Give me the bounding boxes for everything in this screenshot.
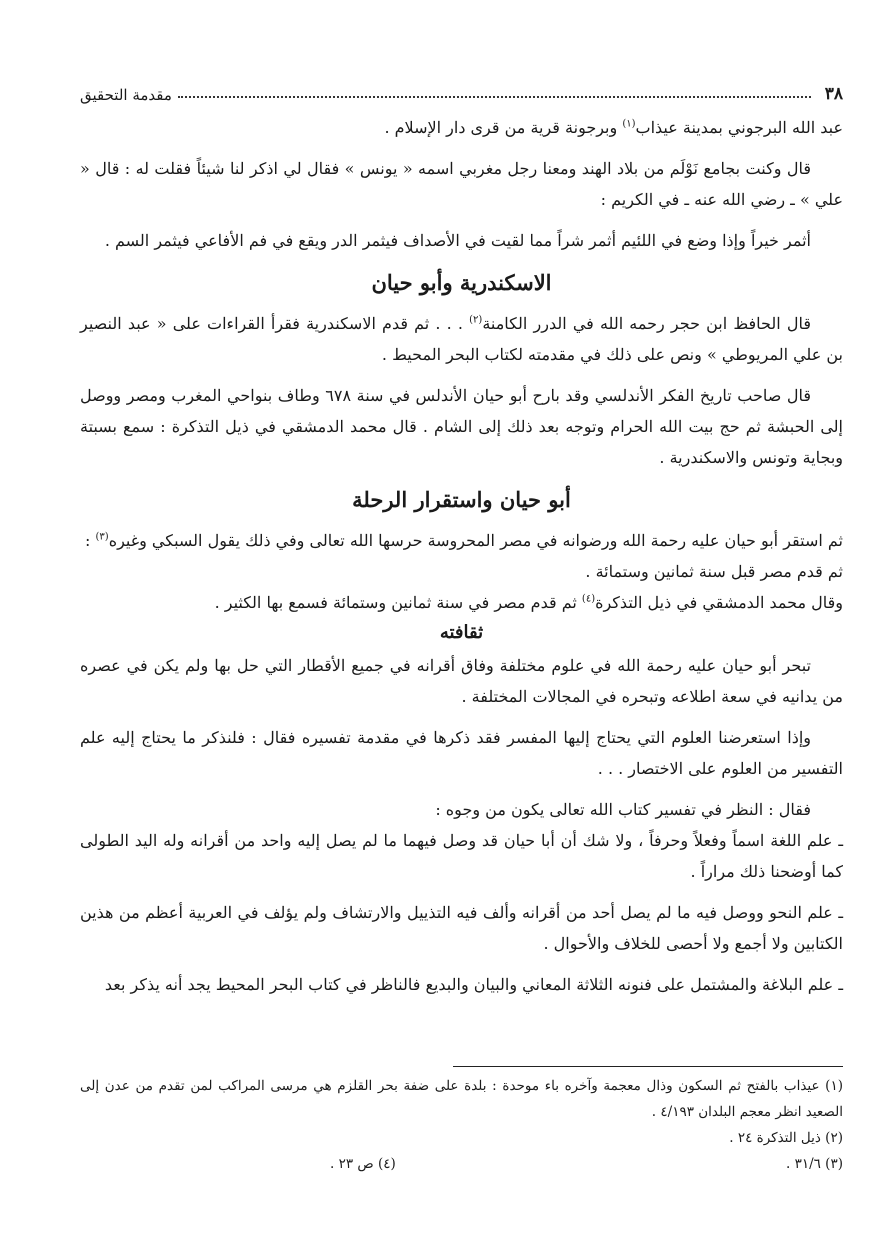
header-leader-dots (178, 95, 811, 98)
footnote-ref[interactable]: (٣) (95, 531, 109, 543)
footnote-ref[interactable]: (٤) (581, 593, 596, 605)
footnote-ref[interactable]: (٢) (469, 314, 483, 326)
list-item: ـ علم اللغة اسماً وفعلاً وحرفاً ، ولا شك أن أبا حيان قد وصل فيهما ما لم يصل إليه واحد من أقرانه وله اليد الطولى كما أوضحنا ذلك مراراً . (80, 831, 843, 881)
paragraph: قال وكنت بجامع نَوْلَم من بلاد الهند ومعنا رجل مغربي اسمه « يونس » فقال لي اذكر لنا شيئاً فقلت له : قال « علي » ـ رضي الله عنه ـ في الكريم : (80, 159, 843, 209)
quoted-line: ثم قدم مصر قبل سنة ثمانين وستمائة . (585, 562, 843, 581)
paragraph: أثمر خيراً وإذا وضع في اللئيم أثمر شراً مما لقيت في الأصداف فيثمر الدر ويقع في فم الأفاعي فيثمر السم . (104, 231, 811, 250)
paragraph: فقال : النظر في تفسير كتاب الله تعالى يكون من وجوه : (435, 800, 811, 819)
paragraph: عبد الله البرجوني بمدينة عيذاب$^{(١)}$ وبرجونة قرية من قرى دار الإسلام . (384, 118, 843, 137)
footnote: (١) عيذاب بالفتح ثم السكون وذال معجمة وآخره باء موحدة : بلدة على ضفة بحر القلزم هي مرسى المراكب لمن تقدم من عدن إلى الصعيد انظر معجم البلدان ٤/١٩٣ . (80, 1078, 843, 1120)
section-heading: الاسكندرية وأبو حيان (371, 270, 552, 295)
paragraph: قال صاحب تاريخ الفكر الأندلسي وقد بارح أبو حيان الأندلس في سنة ٦٧٨ وطاف بنواحي المغرب ومصر ووصل إلى الحبشة ثم حج بيت الله الحرام وتوجه بعد ذلك إلى الشام . قال محمد الدمشقي في ذيل التذكرة : سمع بسبتة وبجاية وتونس والاسكندرية . (80, 386, 843, 467)
footnote: (٢) ذيل التذكرة ٢٤ . (729, 1130, 843, 1146)
running-header (80, 68, 843, 104)
quoted-line: وقال محمد الدمشقي في ذيل التذكرة$^{(٤)}$ ثم قدم مصر في سنة ثمانين وستمائة فسمع بها الكثير . (214, 593, 843, 612)
footnote: (٤) ص ٢٣ . (330, 1156, 396, 1172)
list-item: ـ علم النحو ووصل فيه ما لم يصل أحد من أقرانه وألف فيه التذييل والارتشاف ولم يؤلف في العربية أعظم من هذين الكتابين ولا أجمع ولا أحصى للخلاف والأحوال . (80, 903, 844, 953)
footnote-ref[interactable]: (١) (622, 118, 636, 130)
section-heading: ثقافته (439, 622, 484, 643)
main-text (80, 112, 843, 1010)
running-title: مقدمة التحقيق (80, 86, 172, 104)
paragraph: وإذا استعرضنا العلوم التي يحتاج إليها المفسر فقد ذكرها في مقدمة تفسيره فقال : فلنذكر ما يحتاج إليه علم التفسير من العلوم على الاختصار . . . (80, 728, 843, 778)
paragraph: ثم استقر أبو حيان عليه رحمة الله ورضوانه في مصر المحروسة حرسها الله تعالى وفي ذلك يقول السبكي وغيره$^{(٣)}$ : (85, 531, 843, 550)
list-item: ـ علم البلاغة والمشتمل على فنونه الثلاثة المعاني والبيان والبديع فالناظر في كتاب البحر المحيط يجد أنه يذكر بعد (104, 975, 843, 994)
footnote-divider (453, 1066, 843, 1067)
document-page (80, 0, 843, 1258)
section-heading: أبو حيان واستقرار الرحلة (352, 487, 571, 512)
footnote: (٣) ٣١/٦ . (785, 1156, 843, 1172)
paragraph: تبحر أبو حيان عليه رحمة الله في علوم مختلفة وفاق أقرانه في جميع الأقطار التي حل بها ولم يكن في عصره من يدانيه في سعة اطلاعه وتبحره في المجالات المختلفة . (80, 656, 843, 706)
page-number: ٣٨ (824, 84, 843, 104)
footnote-row (80, 1151, 843, 1177)
footnotes (80, 1066, 843, 1177)
paragraph: قال الحافظ ابن حجر رحمه الله في الدرر الكامنة$^{(٢)}$ . . . ثم قدم الاسكندرية فقرأ القراءات على « عبد النصير بن علي المريوطي » ونص على ذلك في مقدمته لكتاب البحر المحيط . (80, 314, 843, 364)
